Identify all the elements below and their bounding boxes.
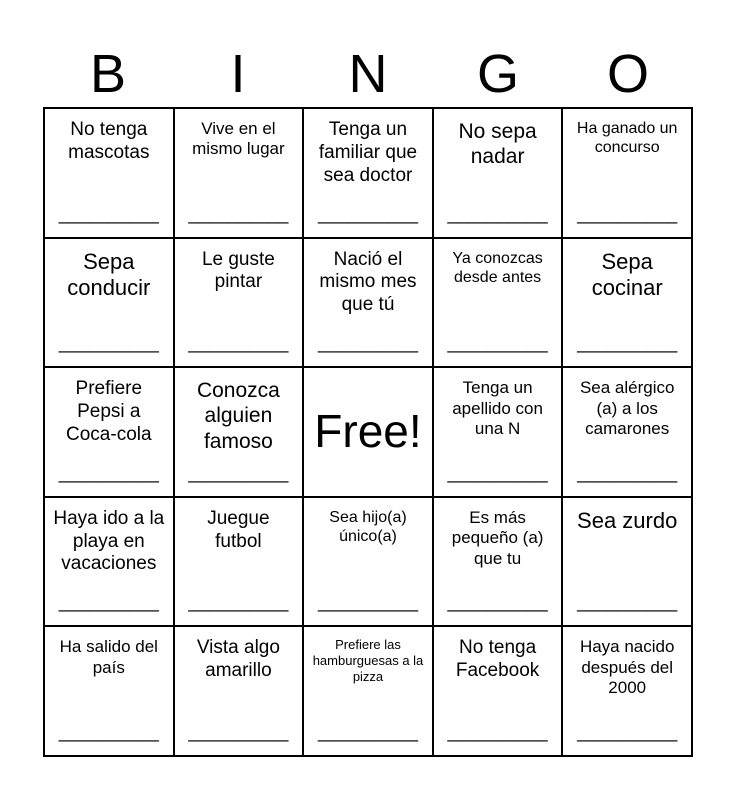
bingo-cell[interactable]	[562, 108, 692, 238]
signature-line: __________	[58, 203, 159, 224]
cell-prompt: Ya conozcas desde antes	[452, 249, 543, 286]
bingo-cell[interactable]	[174, 626, 304, 756]
signature-line: __________	[577, 722, 678, 742]
bingo-cell[interactable]	[433, 238, 563, 368]
signature-line: __________	[188, 333, 289, 354]
cell-prompt: Tenga un familiar que sea doctor	[318, 119, 418, 186]
bingo-cell[interactable]	[562, 238, 692, 368]
signature-line: __________	[577, 203, 678, 224]
signature-line: __________	[317, 203, 419, 224]
cell-prompt: Vive en el mismo lugar	[192, 119, 285, 159]
cell-prompt: Prefiere las hamburguesas a la pizza	[312, 637, 424, 684]
free-space-label: Free!	[314, 405, 422, 458]
bingo-cell[interactable]	[174, 497, 304, 627]
signature-line: __________	[577, 333, 678, 354]
bingo-cell[interactable]	[174, 367, 304, 497]
signature-line: __________	[317, 722, 419, 742]
cell-prompt: Sea hijo(a) único(a)	[329, 508, 407, 545]
bingo-cell[interactable]	[303, 497, 433, 627]
bingo-cell[interactable]	[303, 626, 433, 756]
signature-line: __________	[577, 592, 678, 613]
cell-prompt: Prefiere Pepsi a Coca-cola	[66, 378, 152, 445]
cell-prompt: Sepa cocinar	[591, 248, 663, 300]
cell-prompt: No sepa nadar	[458, 120, 537, 169]
cell-prompt: Le guste pintar	[201, 248, 275, 293]
cell-prompt: No tenga mascotas	[68, 119, 150, 163]
header-letter-o: O	[606, 44, 649, 104]
bingo-cell[interactable]	[44, 497, 174, 627]
bingo-cell[interactable]	[44, 626, 174, 756]
header-letter-i: I	[230, 44, 246, 104]
signature-line: __________	[188, 592, 289, 613]
bingo-cell[interactable]	[433, 108, 563, 238]
signature-line: __________	[447, 592, 548, 613]
signature-line: __________	[447, 462, 548, 483]
cell-prompt: Ha salido del país	[59, 637, 158, 677]
bingo-cell[interactable]	[433, 497, 563, 627]
signature-line: __________	[188, 722, 289, 742]
cell-prompt: Haya nacido después del 2000	[579, 637, 675, 698]
cell-prompt: No tenga Facebook	[455, 637, 540, 682]
header-letter-g: G	[476, 44, 519, 104]
free-space-cell[interactable]	[303, 367, 433, 497]
header-letter-n: N	[348, 44, 388, 104]
signature-line: __________	[577, 462, 678, 483]
cell-prompt: Juegue futbol	[207, 507, 270, 552]
cell-prompt: Sepa conducir	[67, 248, 151, 300]
bingo-cell[interactable]	[44, 367, 174, 497]
signature-line: __________	[58, 462, 159, 483]
signature-line: __________	[447, 722, 548, 742]
cell-prompt: Sea alérgico (a) a los camarones	[579, 378, 675, 438]
signature-line: __________	[58, 722, 159, 742]
header-letter-b: B	[89, 44, 127, 104]
bingo-header	[43, 40, 693, 108]
signature-line: __________	[317, 333, 419, 354]
signature-line: __________	[447, 333, 548, 354]
cell-prompt: Sea zurdo	[577, 507, 678, 533]
bingo-cell[interactable]	[174, 108, 304, 238]
cell-prompt: Ha ganado un concurso	[576, 120, 678, 157]
bingo-cell[interactable]	[562, 497, 692, 627]
bingo-cell[interactable]	[562, 626, 692, 756]
bingo-cell[interactable]	[303, 108, 433, 238]
bingo-cell[interactable]	[44, 238, 174, 368]
bingo-cell[interactable]	[562, 367, 692, 497]
bingo-cell[interactable]	[174, 238, 304, 368]
signature-line: __________	[188, 203, 289, 224]
cell-prompt: Haya ido a la playa en vacaciones	[53, 507, 165, 575]
cell-prompt: Conozca alguien famoso	[196, 379, 280, 453]
bingo-cell[interactable]	[303, 238, 433, 368]
cell-prompt: Nació el mismo mes que tú	[319, 248, 417, 316]
signature-line: __________	[58, 333, 159, 354]
bingo-cell[interactable]	[44, 108, 174, 238]
cell-prompt: Tenga un apellido con una N	[452, 378, 543, 438]
signature-line: __________	[447, 203, 548, 224]
signature-line: __________	[58, 592, 159, 613]
bingo-cell[interactable]	[433, 367, 563, 497]
signature-line: __________	[317, 592, 419, 613]
cell-prompt: Es más pequeño (a) que tu	[451, 507, 544, 568]
cell-prompt: Vista algo amarillo	[196, 637, 280, 682]
signature-line: __________	[188, 462, 289, 483]
bingo-cell[interactable]	[433, 626, 563, 756]
bingo-card-grid	[43, 107, 693, 757]
